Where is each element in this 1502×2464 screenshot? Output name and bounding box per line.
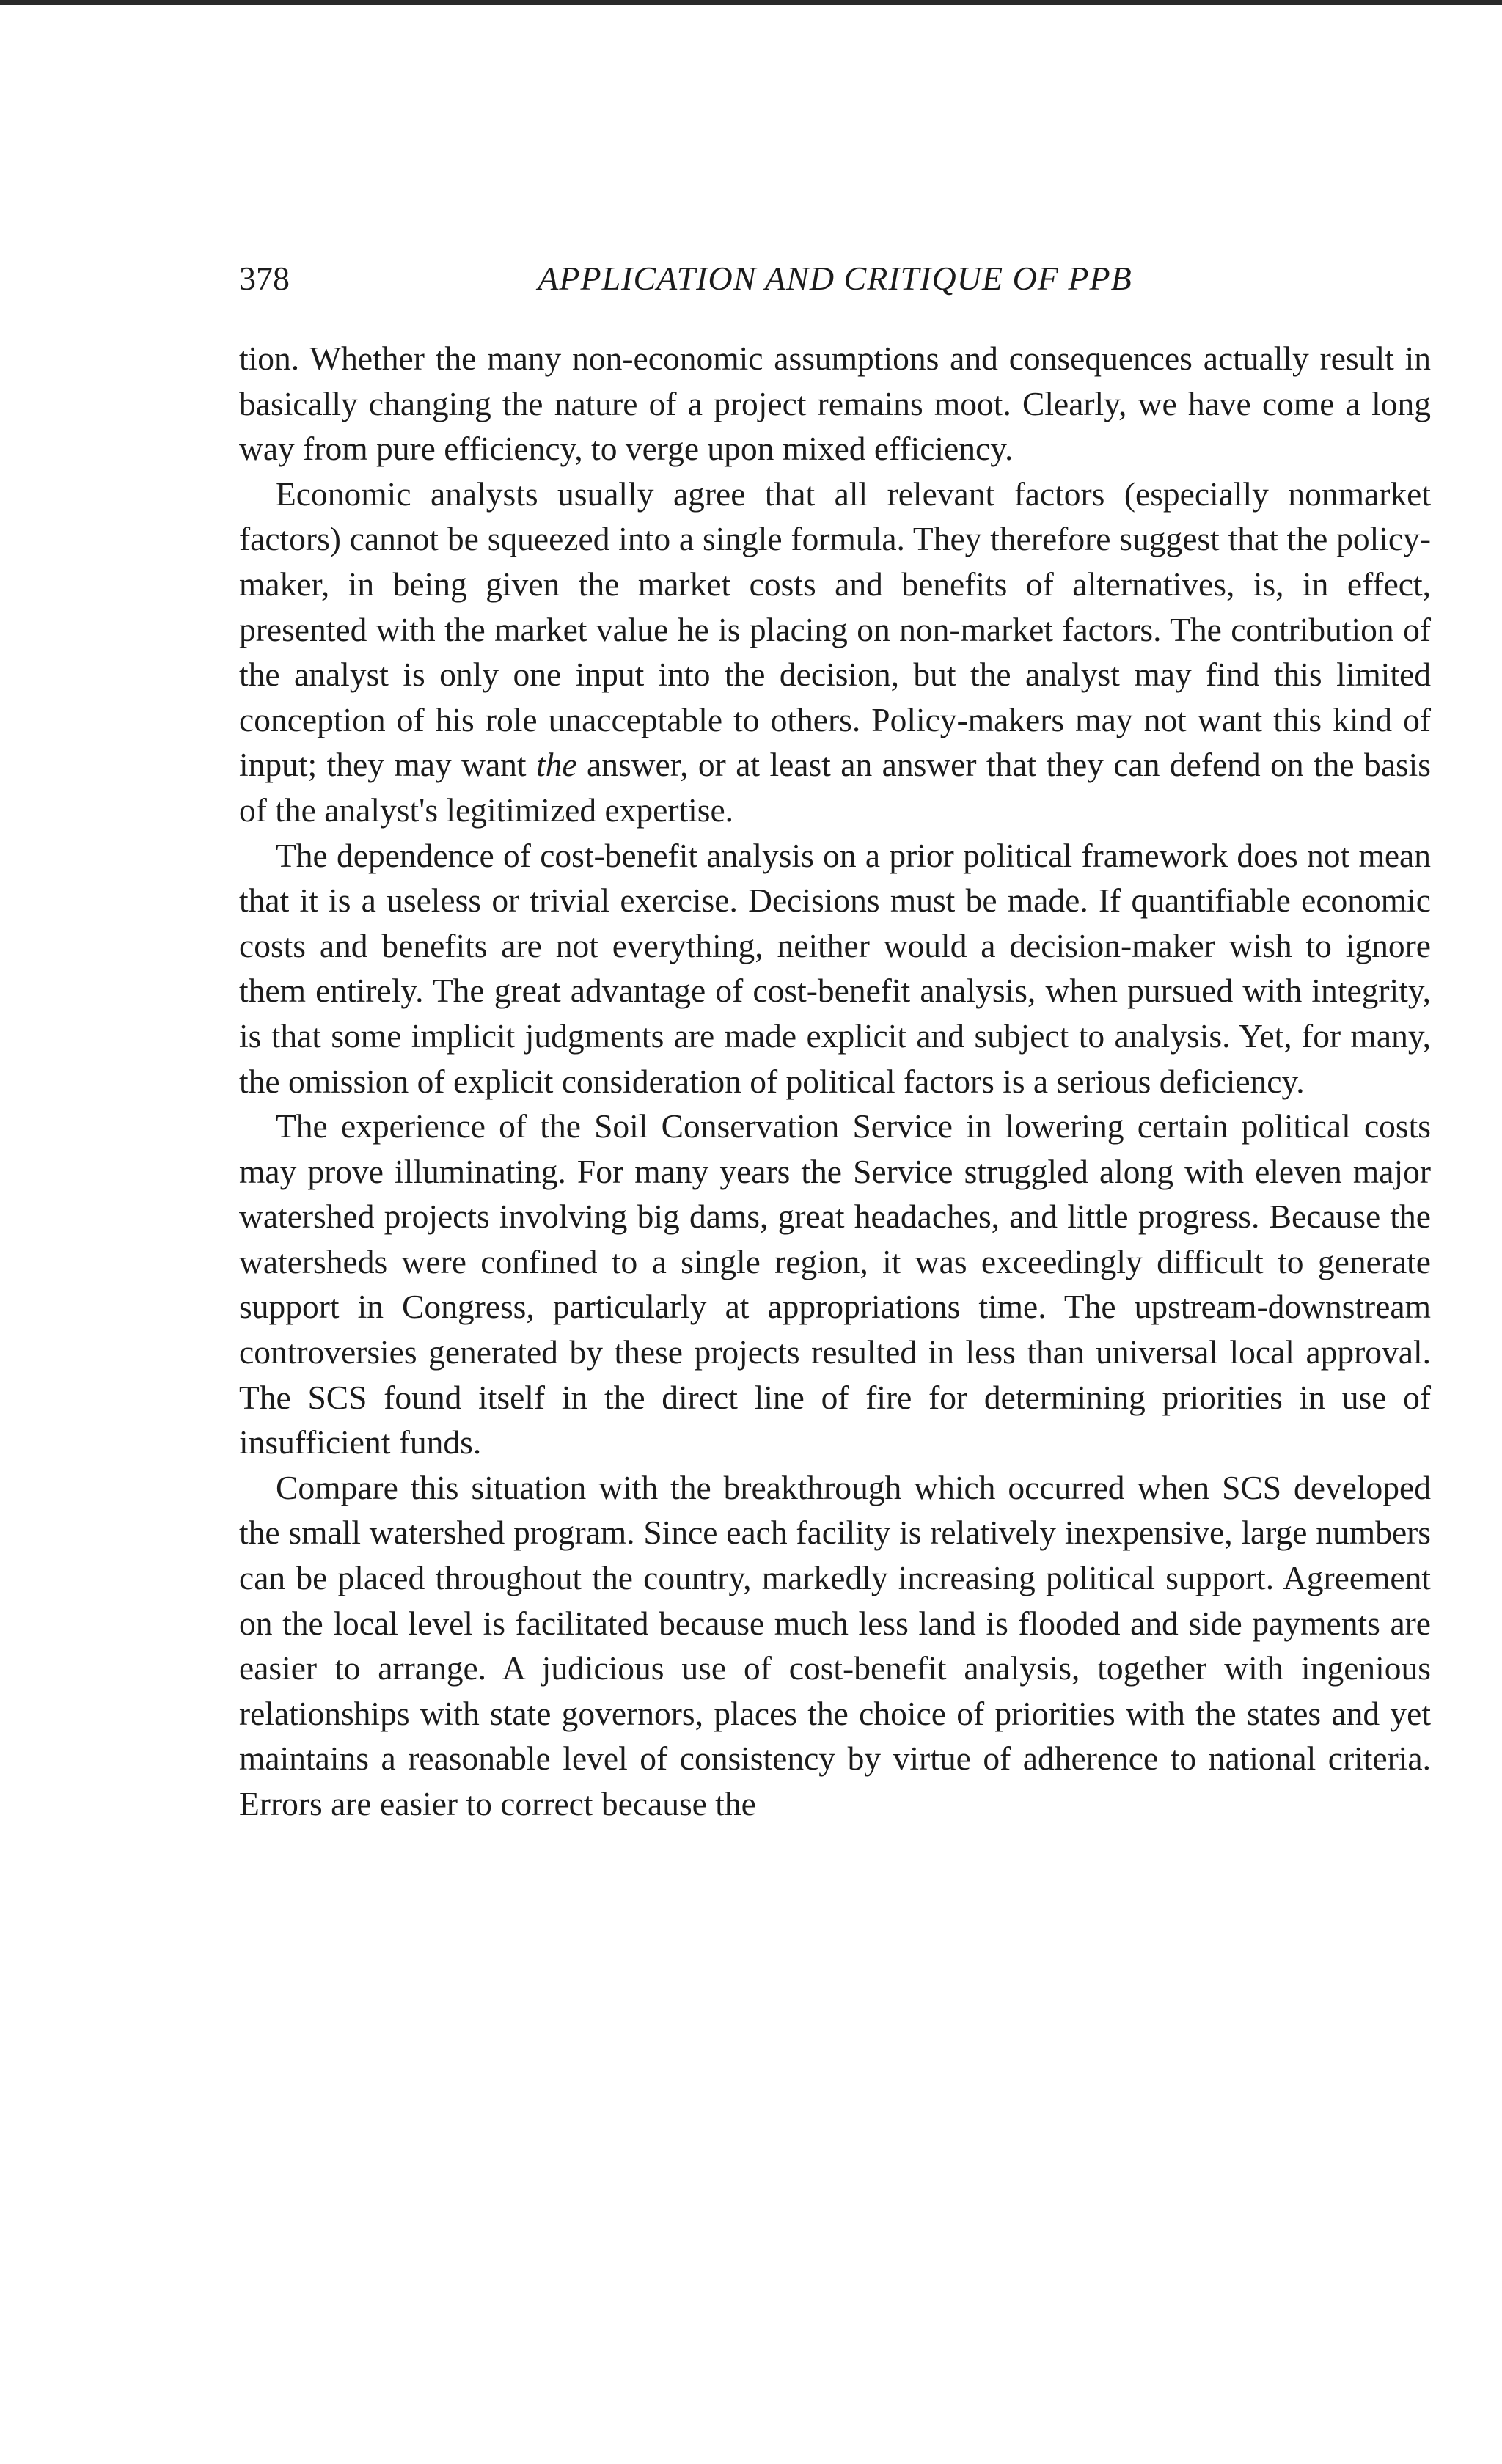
- paragraph-1-text: tion. Whether the many non-economic assumptions and consequences actually result in basically changing the nature of a project remains moot. Clearly, we have come a long way from pure efficiency, to verge upon mixed efficiency.: [239, 340, 1431, 468]
- paragraph-2-text-after: answer, or at least an answer that they can defend on the basis of the analyst's legitimized expertise.: [239, 746, 1432, 829]
- paragraph-3: [239, 833, 1431, 1104]
- paragraph-4-text: The experience of the Soil Conservation Service in lowering certain political costs may prove illuminating. For many years the Service struggled along with eleven major watershed projects involving big dams, great headaches, and little progress. Because the watersheds were confined to a single region, it was exceedingly difficult to generate support in Congress, particularly at appropriations time. The upstream-downstream controversies generated by these projects resulted in less than universal local approval. The SCS found itself in the direct line of fire for determining priorities in use of insufficient funds.: [239, 1107, 1431, 1462]
- page-number: 378: [239, 260, 290, 297]
- page-header: [239, 253, 1431, 304]
- body-text: [239, 336, 1431, 1827]
- paragraph-4: [239, 1104, 1431, 1465]
- paragraph-1: [239, 336, 1431, 472]
- paragraph-5-text: Compare this situation with the breakthrough which occurred when SCS developed the small watershed program. Since each facility is relatively inexpensive, large numbers can be placed throughout the country, markedly increasing political support. Agreement on the local level is facilitated because much less land is flooded and side payments are easier to arrange. A judicious use of cost-benefit analysis, together with ingenious relationships with state governors, places the choice of priorities with the states and yet maintains a reasonable level of consistency by virtue of adherence to national criteria. Errors are easier to correct because the: [239, 1468, 1431, 1822]
- running-head: APPLICATION AND CRITIQUE OF PPB: [538, 260, 1132, 297]
- paragraph-2: [239, 472, 1431, 833]
- paragraph-3-text: The dependence of cost-benefit analysis on a prior political framework does not mean that it is a useless or trivial exercise. Decisions must be made. If quantifiable economic costs and benefits are not everything, neither would a decision-maker wish to ignore them entirely. The great advantage of cost-benefit analysis, when pursued with integrity, is that some implicit judgments are made explicit and subject to analysis. Yet, for many, the omission of explicit consideration of political factors is a serious deficiency.: [239, 836, 1431, 1100]
- paragraph-2-emphasis: the: [536, 746, 577, 784]
- paragraph-2-text: Economic analysts usually agree that all relevant factors (especially nonmarket factors) cannot be squeezed into a single formula. They therefore suggest that the policy-maker, in being given the market costs and benefits of alternatives, is, in effect, presented with the market value he is placing on non-market factors. The contribution of the analyst is only one input into the decision, but the analyst may find this limited conception of his role unacceptable to others. Policy-makers may not want this kind of input; they may want: [239, 474, 1431, 784]
- page-top-edge: [0, 0, 1502, 5]
- paragraph-5: [239, 1465, 1431, 1827]
